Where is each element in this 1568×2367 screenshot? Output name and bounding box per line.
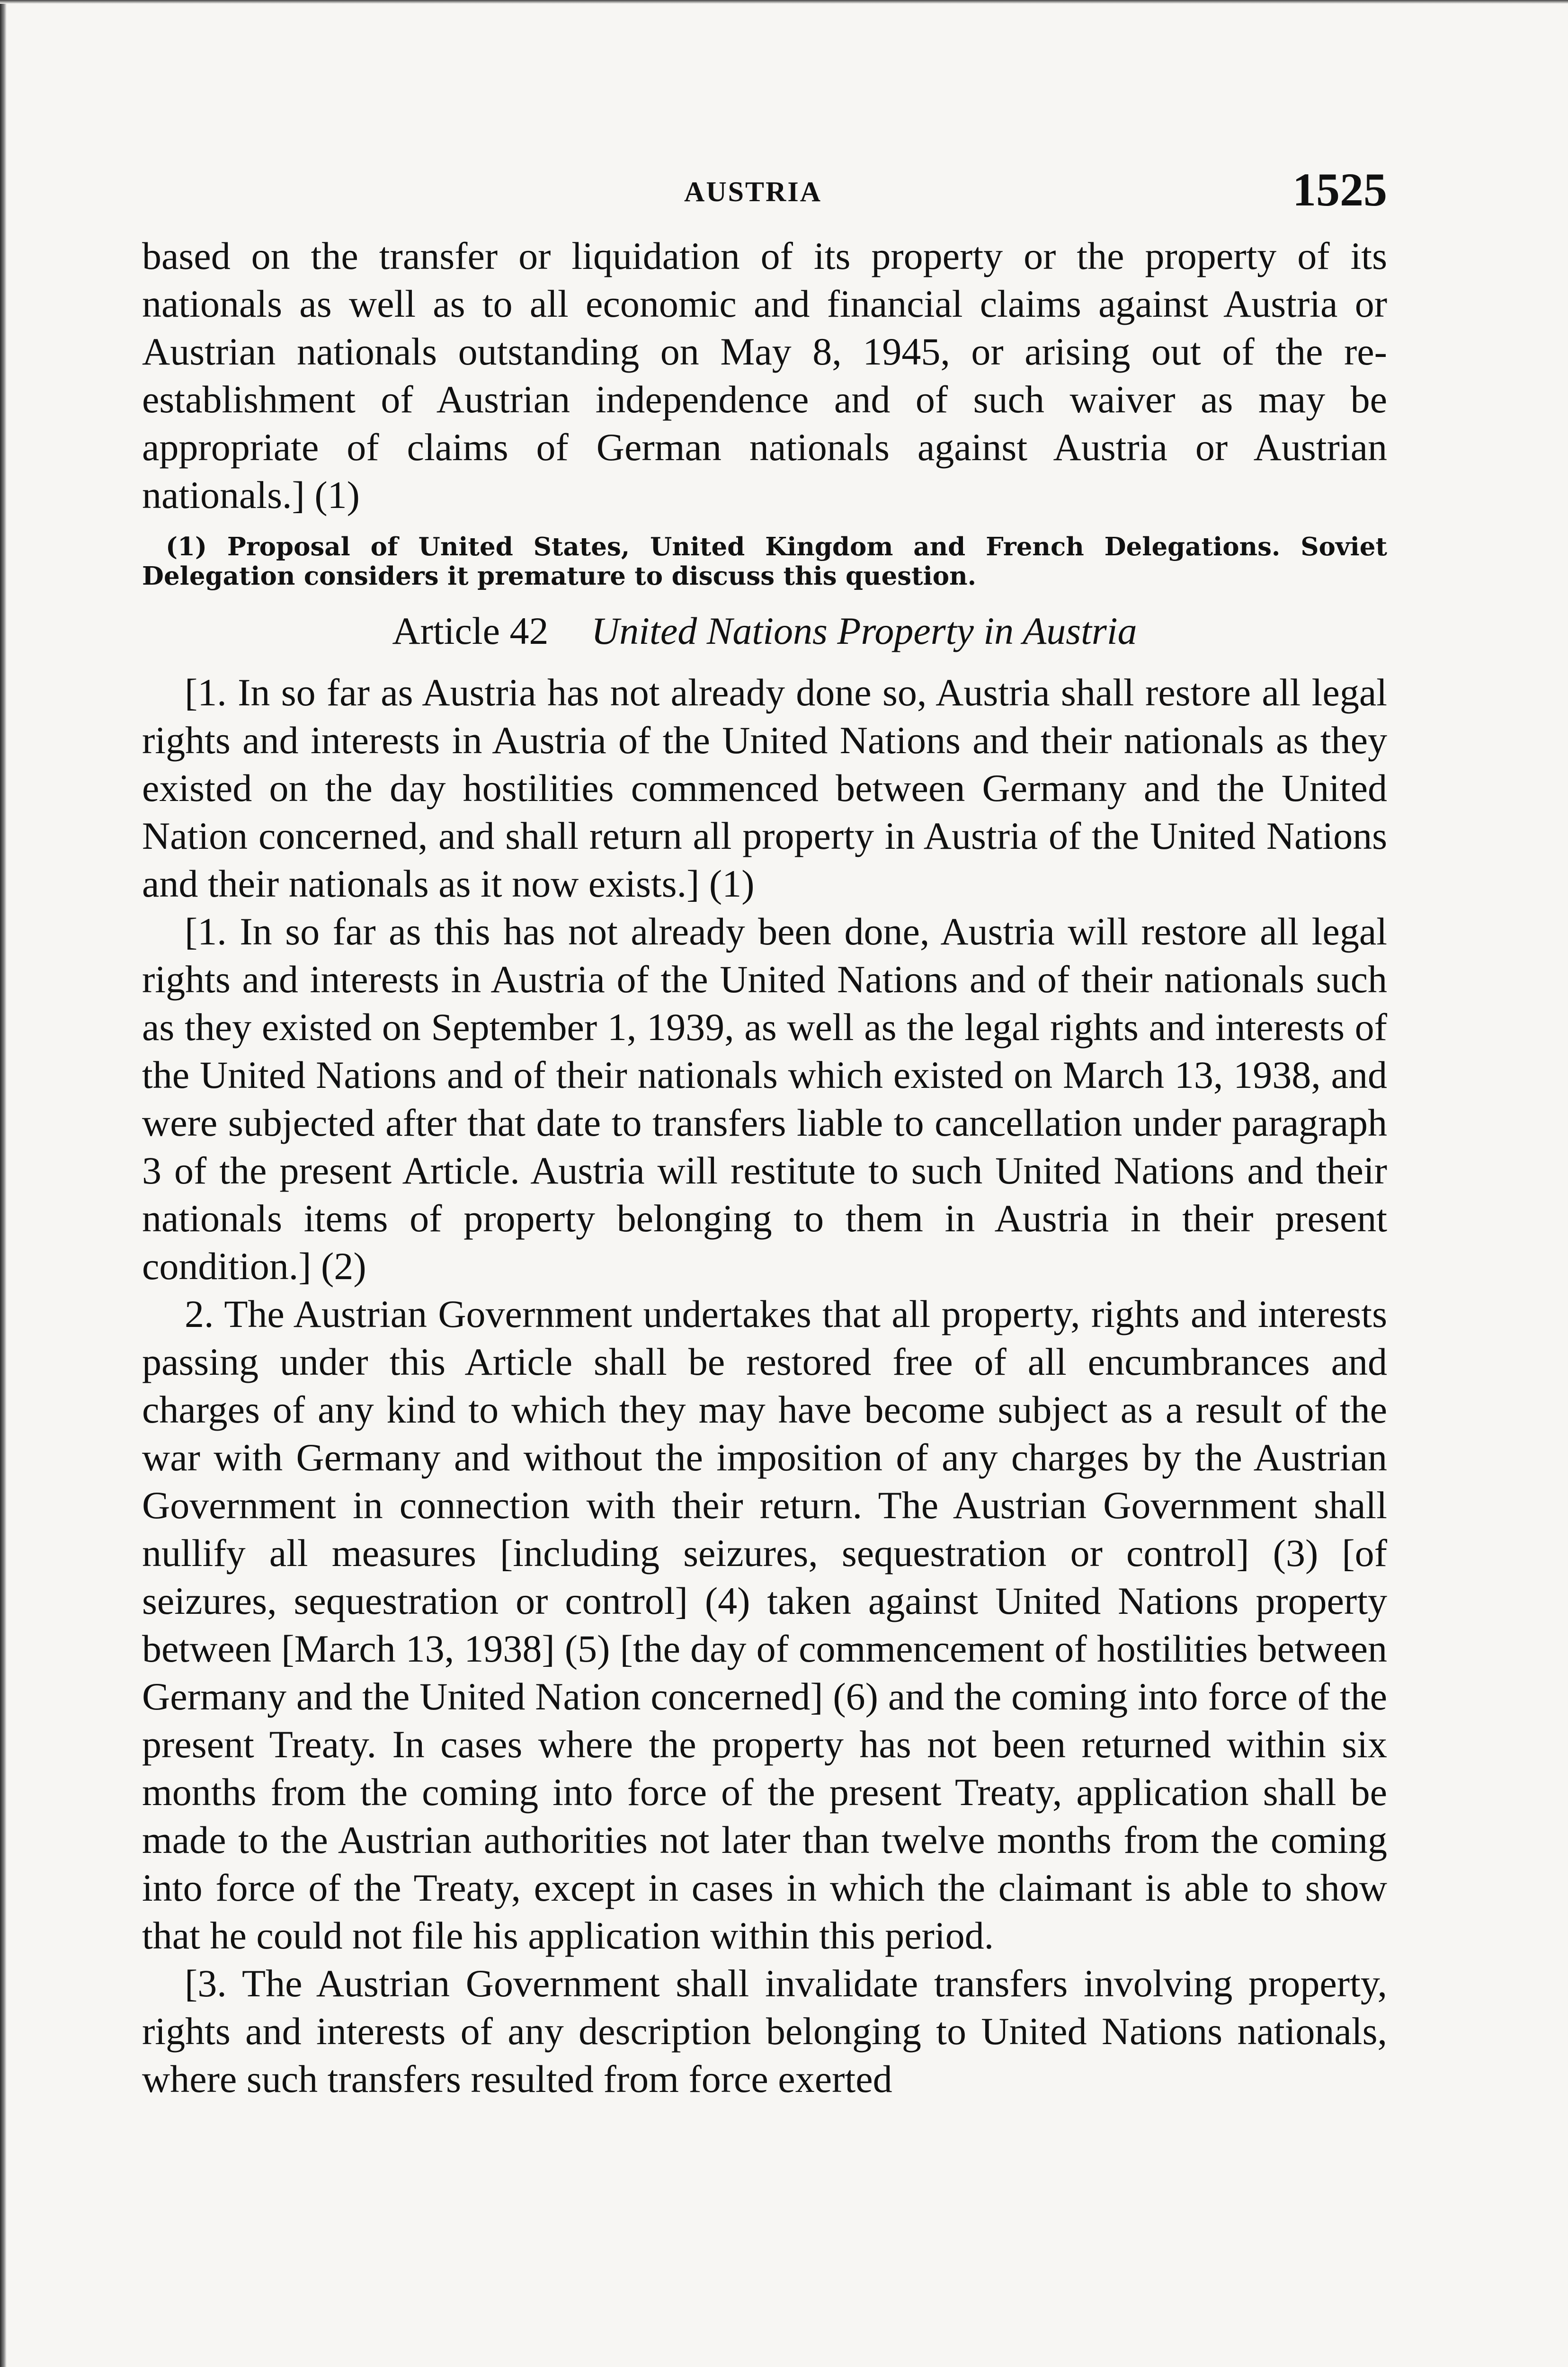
article-paragraph-1a: [1. In so far as Austria has not already done so, Austria shall restore all legal rights and interests in Austria of the United Nations and their nationals as they existed on the day hostilities commenced between Germany and the United Nation concerned, and shall return all property in Austria of the United Nations and their nationals as it now exists.] (1) [142,671,1387,905]
running-head: AUSTRIA [684,176,822,207]
footnote: (1) Proposal of United States, United Kingdom and French Delegations. Soviet Delegation considers it premature to discuss this question. [142,532,1387,591]
page-header [142,159,1387,215]
spacer [142,662,1387,668]
article-number: Article 42 [392,609,549,652]
page-number: 1525 [1292,163,1387,216]
page-body [142,232,1387,2103]
article-paragraph-2: 2. The Austrian Government undertakes that all property, rights and interests passing under this Article shall be restored free of all encumbrances and charges of any kind to which they may have become subject as a result of the war with Germany and without the imposition of any charges by the Austrian Government in connection with their return. The Austrian Government shall nullify all measures [including seizures, sequestration or control] (3) [of seizures, sequestration or control] (4) taken against United Nations property between [March 13, 1938] (5) [the day of commencement of hostilities between Germany and the United Nation concerned] (6) and the coming into force of the present Treaty. In cases where the property has not been returned within six months from the coming into force of the present Treaty, application shall be made to the Austrian authorities not later than twelve months from the coming into force of the Treaty, except in cases in which the claimant is able to show that he could not file his application within this period. [142,1292,1387,1957]
scan-edge-left [0,0,7,2367]
article-paragraph-3: [3. The Austrian Government shall invalidate transfers involving property, rights and interests of any description belonging to United Nations nationals, where such transfers resulted from force exerted [142,1962,1387,2100]
scan-edge-top [0,0,1568,4]
article-paragraph-1b: [1. In so far as this has not already been done, Austria will restore all legal rights and interests in Austria of the United Nations and of their nationals such as they existed on September 1, 1939, as well as the legal rights and interests of the United Nations and of their nationals which existed on March 13, 1938, and were subjected after that date to transfers liable to cancellation under paragraph 3 of the present Article. Austria will restitute to such United Nations and their nationals items of property belonging to them in Austria in their present condition.] (2) [142,910,1387,1288]
article-heading [142,605,1387,657]
continued-paragraph: based on the transfer or liquidation of its property or the property of its nationals as well as to all economic and financial claims against Austria or Austrian nationals outstanding on May 8, 1945, or arising out of the re-establishment of Austrian independence and of such waiver as may be appropriate of claims of German nationals against Austria or Austrian nationals.] (1) [142,234,1387,516]
article-title: United Nations Property in Austria [591,609,1137,652]
